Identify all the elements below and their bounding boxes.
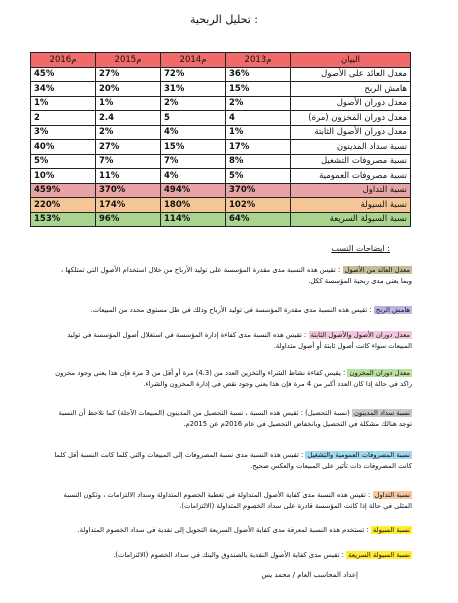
value-cell: 11% (96, 169, 161, 184)
note-term: نسبة السيولة (372, 526, 410, 534)
value-cell: 4 (226, 111, 291, 126)
note-term: معدل دوران المخزون (349, 369, 410, 377)
value-cell: 5% (31, 154, 96, 169)
value-cell: 2 (31, 111, 96, 126)
note-term: نسبة المصروفات العمومية والتشغيل (307, 451, 410, 459)
note-term: هامش الربح (375, 306, 410, 314)
note-term: نسبة السيولة السريعة (348, 551, 410, 559)
value-cell: 40% (31, 140, 96, 155)
table-row (31, 198, 411, 213)
value-cell: 72% (161, 67, 226, 82)
note-text: : تقيس هذه النسبة مدى كفاءة إدارة المؤسسة في استغلال أصول المؤسسة في توليد المبيعات سواء كانت أصول ثابتة أو أصول متداولة. (67, 331, 412, 350)
table-row (31, 212, 411, 227)
note-term: نسبة التداول (374, 491, 410, 499)
value-cell: 2% (96, 125, 161, 140)
footer-signature: إعداد المحاسب العام / محمد يس (261, 571, 358, 579)
row-label: معدل العائد على الأصول (291, 67, 411, 82)
note-term: معدل العائد من الأصول (344, 266, 410, 274)
note-text: : تقيس هذه النسبة مدى مقدرة المؤسسة على توليد الأرباح من خلال استخدام الأصول التي تمتلكها ، وبما يعني مدى ربحية المؤسسة ككل. (61, 266, 412, 285)
row-label: نسبة السيولة (291, 198, 411, 213)
value-cell: 15% (226, 82, 291, 97)
value-cell: 2.4 (96, 111, 161, 126)
value-cell: 27% (96, 140, 161, 155)
table-row (31, 154, 411, 169)
value-cell: 27% (96, 67, 161, 82)
value-cell: 220% (31, 198, 96, 213)
row-label: معدل دوران المخزون (مرة) (291, 111, 411, 126)
table-row (31, 111, 411, 126)
value-cell: 3% (31, 125, 96, 140)
note-item (52, 368, 412, 390)
value-cell: 370% (96, 183, 161, 198)
value-cell: 31% (161, 82, 226, 97)
value-cell: 102% (226, 198, 291, 213)
value-cell: 45% (31, 67, 96, 82)
row-label: نسبة سداد المدينون (291, 140, 411, 155)
table-row (31, 140, 411, 155)
value-cell: 17% (226, 140, 291, 155)
table-header-row (31, 53, 411, 68)
value-cell: 1% (96, 96, 161, 111)
header-cell: 2015م (96, 53, 161, 68)
row-label: معدل دوران الأصول الثابتة (291, 125, 411, 140)
header-cell: 2013م (226, 53, 291, 68)
note-text: (نسبة التحصيل) : تقيس هذه النسبة ، نسبة التحصيل من المدينون (المبيعات الآجلة) كما نلاحظ أن النسبة توجد هنالك مشكلة في التحصيل وبانخفاض التحصيل في عام 2016م عن 2015م. (58, 409, 412, 428)
note-item (52, 408, 412, 430)
row-label: نسبة التداول (291, 183, 411, 198)
notes-heading: ايضاحات النسب : (331, 244, 390, 253)
table-row (31, 183, 411, 198)
note-text: : يقيس كفاءة نشاط الشراء والتخزين العدد من (4،3) مرة أو أقل من 3 مرة فإن هذا يعني وجود مخزون راكد في حالة إذا كان العدد أكبر من 4 مرة فإن هذا يعني وجود نقص في إدارة المخزون والشراء. (55, 369, 412, 388)
value-cell: 370% (226, 183, 291, 198)
note-item (52, 265, 412, 287)
value-cell: 1% (226, 125, 291, 140)
value-cell: 96% (96, 212, 161, 227)
value-cell: 5 (161, 111, 226, 126)
value-cell: 2% (226, 96, 291, 111)
value-cell: 174% (96, 198, 161, 213)
value-cell: 7% (161, 154, 226, 169)
value-cell: 7% (96, 154, 161, 169)
table-row (31, 125, 411, 140)
value-cell: 20% (96, 82, 161, 97)
table-row (31, 67, 411, 82)
value-cell: 180% (161, 198, 226, 213)
note-item (52, 450, 412, 472)
note-text: : تقيس مدى كفاية الأصول النقدية بالصندوق والبنك في سداد الخصوم (الالتزامات). (113, 551, 344, 559)
note-text: : تقيس هذه النسبة مدى مقدرة المؤسسة في توليد الأرباح وذلك في ظل مستوى محدد من المبيعات. (90, 306, 372, 314)
value-cell: 1% (31, 96, 96, 111)
header-cell: البيان (291, 53, 411, 68)
value-cell: 10% (31, 169, 96, 184)
value-cell: 15% (161, 140, 226, 155)
value-cell: 4% (161, 125, 226, 140)
ratios-table (30, 52, 411, 227)
note-item (52, 525, 412, 536)
note-text: : تستخدم هذه النسبة لمعرفة مدى كفاية الأصول السريعة التحويل إلى نقدية في سداد الخصوم المتداولة. (77, 526, 369, 534)
note-item (52, 305, 412, 316)
value-cell: 4% (161, 169, 226, 184)
note-term: معدل دوران الأصول والأصول الثابتة (310, 331, 410, 339)
note-text: : تقيس هذه النسبة مدى كفاية الأصول المتداولة في تغطية الخصوم المتداولة وسداد الالتزامات ، وتكون النسبة المثلى في حالة إذا كانت المؤسسة قادرة على سداد الخصوم المتداولة (الالتزامات). (63, 491, 412, 510)
note-item (52, 550, 412, 561)
row-label: نسبة مصروفات العمومية (291, 169, 411, 184)
value-cell: 153% (31, 212, 96, 227)
value-cell: 34% (31, 82, 96, 97)
row-label: هامش الربح (291, 82, 411, 97)
value-cell: 5% (226, 169, 291, 184)
note-term: نسبة سداد المدينون (353, 409, 410, 417)
row-label: معدل دوران الأصول (291, 96, 411, 111)
table-row (31, 96, 411, 111)
row-label: نسبة مصروفات التشغيل (291, 154, 411, 169)
row-label: نسبة السيولة السريعة (291, 212, 411, 227)
note-text: : تقيس هذه النسبة مدى نسبة المصروفات إلى المبيعات والتي كلما كانت النسبة أقل كلما كانت المصروفات ذات تأثير على المبيعات والعكس صحيح. (54, 451, 412, 470)
header-cell: 2016م (31, 53, 96, 68)
value-cell: 8% (226, 154, 291, 169)
table-row (31, 82, 411, 97)
value-cell: 494% (161, 183, 226, 198)
note-item (52, 490, 412, 512)
value-cell: 459% (31, 183, 96, 198)
page-title: تحليل الربحية : (189, 13, 258, 26)
value-cell: 2% (161, 96, 226, 111)
value-cell: 64% (226, 212, 291, 227)
value-cell: 36% (226, 67, 291, 82)
note-item (52, 330, 412, 352)
table-row (31, 169, 411, 184)
value-cell: 114% (161, 212, 226, 227)
header-cell: 2014م (161, 53, 226, 68)
